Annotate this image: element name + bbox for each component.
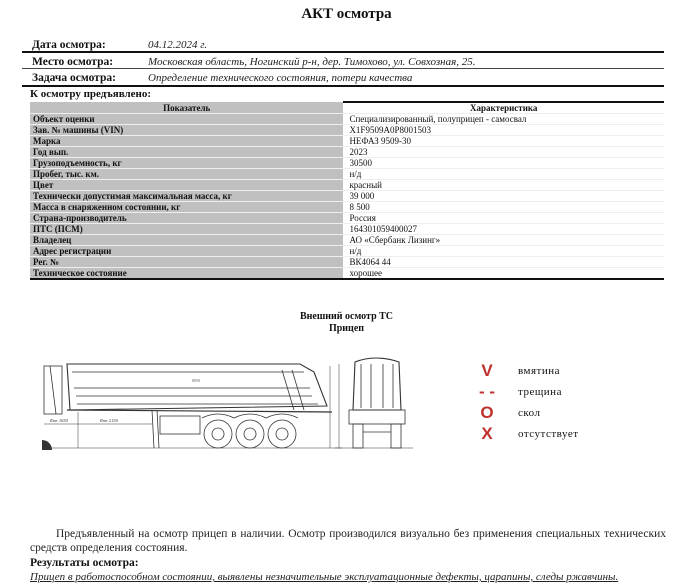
presented-heading: К осмотру предъявлено: — [30, 88, 152, 100]
table-row — [30, 213, 664, 224]
legend-item — [477, 381, 579, 402]
legend-item — [477, 360, 579, 381]
task-value: Определение технического состояния, потери качества — [148, 72, 413, 84]
dim-length: 8050 — [192, 378, 200, 383]
document-title: АКТ осмотра — [301, 6, 392, 22]
row-indicator: Объект оценки — [30, 114, 343, 125]
row-indicator: Пробег, тыс. км. — [30, 169, 343, 180]
row-indicator: Цвет — [30, 180, 343, 191]
row-characteristic: ВК4064 44 — [343, 257, 664, 268]
place-label: Место осмотра: — [32, 56, 114, 68]
table-row — [30, 180, 664, 191]
trailer-rear-view-drawing — [335, 348, 413, 450]
dim-rear: Rmr 2150 — [100, 418, 118, 423]
task-label: Задача осмотра: — [32, 72, 116, 84]
spec-table-header — [30, 102, 664, 114]
external-title: Внешний осмотр ТС — [299, 311, 394, 322]
table-row — [30, 114, 664, 125]
row-characteristic: 30500 — [343, 158, 664, 169]
date-label: Дата осмотра: — [32, 39, 106, 51]
table-row — [30, 202, 664, 213]
column-header-indicator: Показатель — [30, 102, 343, 114]
row-indicator: Марка — [30, 136, 343, 147]
date-value: 04.12.2024 г. — [148, 39, 208, 51]
row-characteristic: НЕФАЗ 9509-30 — [343, 136, 664, 147]
table-row — [30, 169, 664, 180]
inspection-info — [22, 36, 664, 87]
row-indicator: Рег. № — [30, 257, 343, 268]
row-characteristic: 164301059400027 — [343, 224, 664, 235]
legend-item — [477, 423, 579, 444]
legend-item — [477, 402, 579, 423]
column-header-characteristic: Характеристика — [343, 102, 664, 114]
row-characteristic: 2023 — [343, 147, 664, 158]
place-value: Московская область, Ногинский р-н, дер. Тимохово, ул. Совхозная, 25. — [148, 56, 476, 68]
divider — [22, 85, 664, 87]
row-indicator: Адрес регистрации — [30, 246, 343, 257]
legend-label: скол — [518, 406, 541, 419]
row-characteristic: хорошее — [343, 268, 664, 280]
row-indicator: Техническое состояние — [30, 268, 343, 280]
row-characteristic: 8 500 — [343, 202, 664, 213]
row-characteristic: н/д — [343, 246, 664, 257]
row-characteristic: Россия — [343, 213, 664, 224]
legend-label: вмятина — [518, 364, 560, 377]
table-row — [30, 158, 664, 169]
missing-icon: X — [481, 423, 493, 443]
row-indicator: ПТС (ПСМ) — [30, 224, 343, 235]
trailer-side-view-drawing — [42, 348, 342, 450]
info-row-place — [22, 53, 664, 68]
table-row — [30, 246, 664, 257]
legend-label: трещина — [518, 385, 562, 398]
info-row-date — [22, 36, 664, 51]
table-row — [30, 125, 664, 136]
table-row — [30, 191, 664, 202]
row-characteristic: X1F9509A0P8001503 — [343, 125, 664, 136]
row-indicator: Грузоподъемность, кг — [30, 158, 343, 169]
kingpin-shape — [42, 440, 52, 450]
dim-front: Rmr 1650 — [50, 418, 68, 423]
legend-label: отсутствует — [518, 427, 579, 440]
spec-table — [30, 101, 664, 280]
row-indicator: Масса в снаряженном состоянии, кг — [30, 202, 343, 213]
table-row — [30, 268, 664, 280]
chip-icon: O — [480, 402, 494, 422]
row-characteristic: н/д — [343, 169, 664, 180]
row-characteristic: красный — [343, 180, 664, 191]
table-row — [30, 224, 664, 235]
row-indicator: Год вып. — [30, 147, 343, 158]
damage-legend — [477, 360, 579, 444]
crack-icon: - - — [478, 381, 496, 401]
inspection-description: Предъявленный на осмотр прицеп в наличии. Осмотр производился визуально без применения специальных технических средств определения состояния. — [30, 528, 666, 554]
external-inspection-heading — [0, 311, 693, 335]
row-indicator: Владелец — [30, 235, 343, 246]
info-row-task — [22, 69, 664, 84]
external-subtitle: Прицеп — [328, 323, 365, 334]
results-text: Прицеп в работоспособном состоянии, выявлены незначительные эксплуатационные дефекты, царапины, следы ржавчины. — [30, 571, 619, 583]
table-row — [30, 136, 664, 147]
row-characteristic: АО «Сбербанк Лизинг» — [343, 235, 664, 246]
table-row — [30, 257, 664, 268]
results-heading: Результаты осмотра: — [30, 557, 139, 569]
row-characteristic: Специализированный, полуприцеп - самосвал — [343, 114, 664, 125]
dent-icon: V — [481, 360, 493, 380]
row-indicator: Технически допустимая максимальная масса, кг — [30, 191, 343, 202]
row-characteristic: 39 000 — [343, 191, 664, 202]
table-row — [30, 235, 664, 246]
row-indicator: Зав. № машины (VIN) — [30, 125, 343, 136]
row-indicator: Страна-производитель — [30, 213, 343, 224]
table-row — [30, 147, 664, 158]
